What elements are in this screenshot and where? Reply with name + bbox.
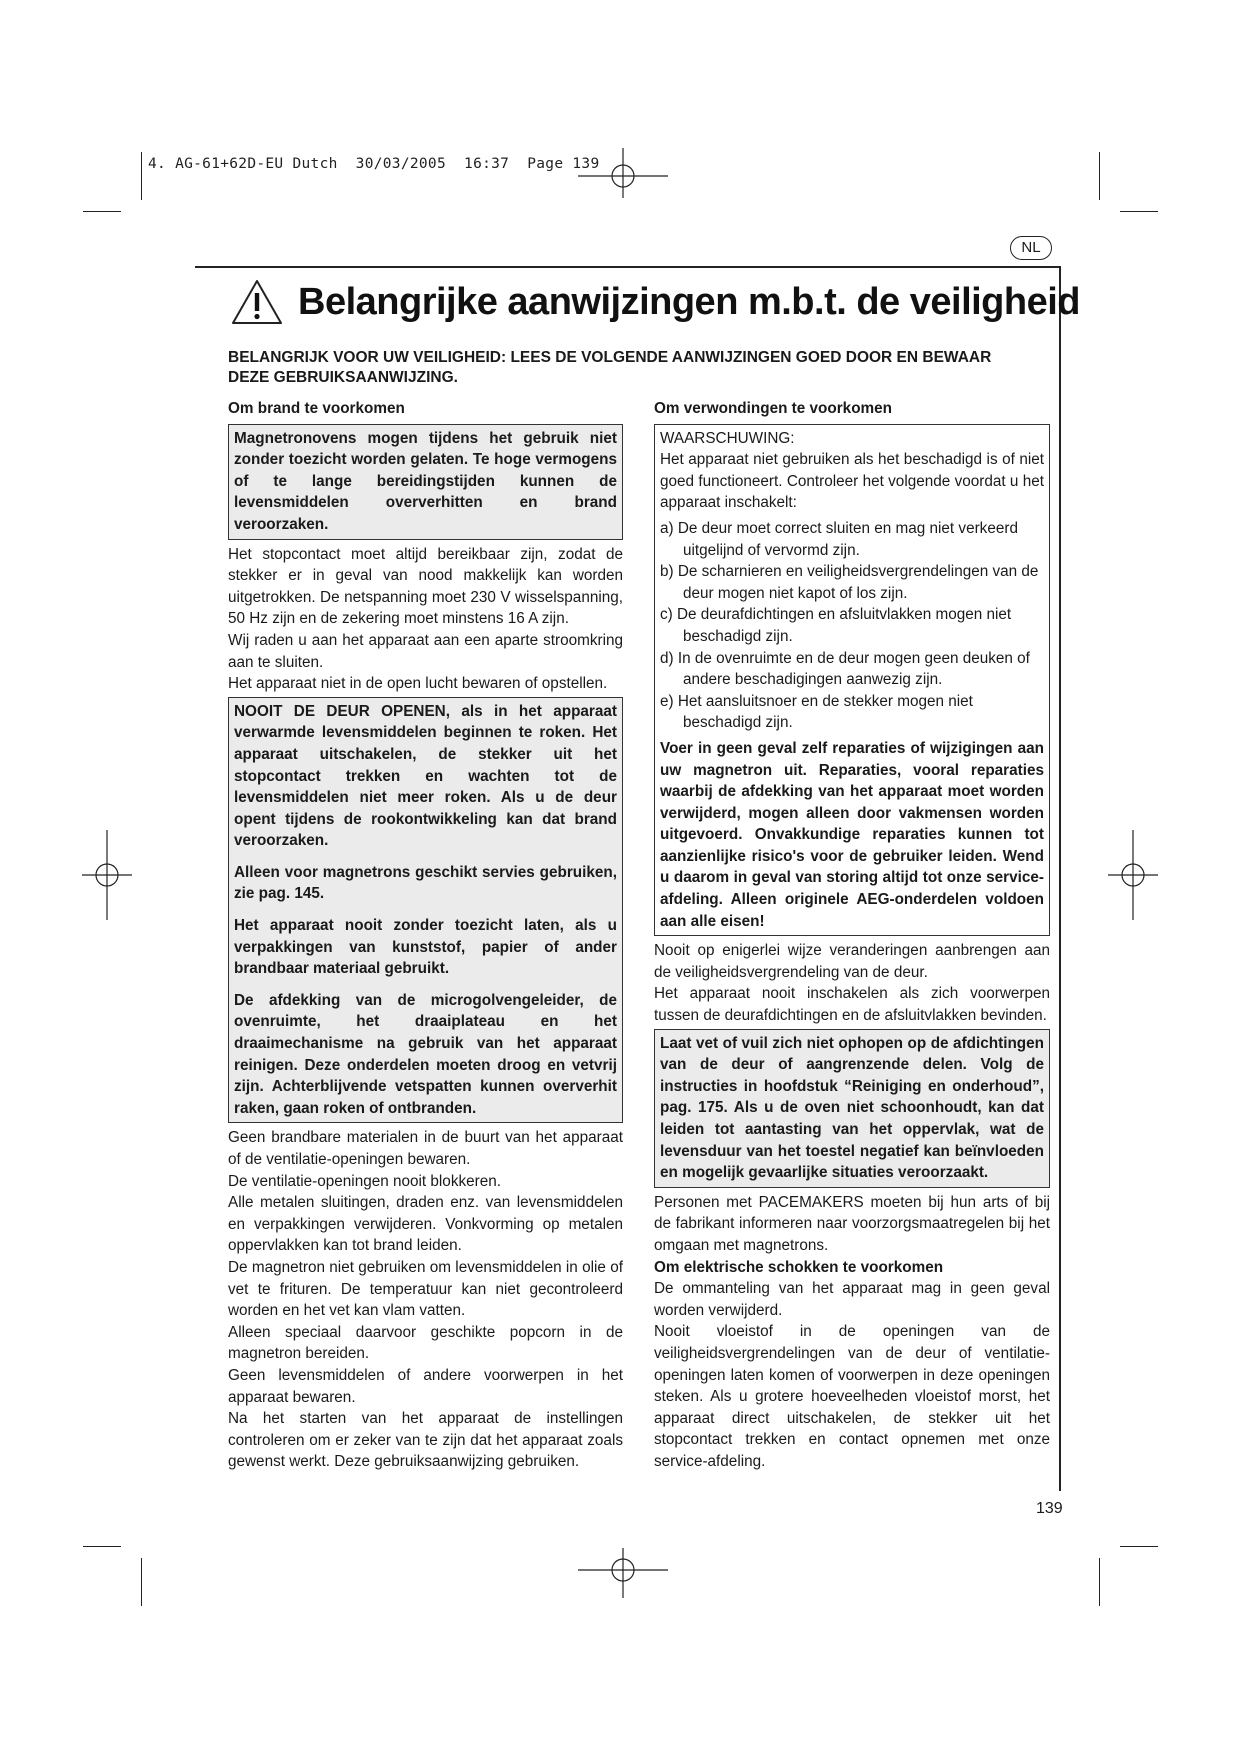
registration-mark-icon [82, 830, 132, 920]
box-text: De afdekking van de microgolvengeleider, de ovenruimte, het draaiplateau en het draaimechanisme na gebruik van het apparaat reinigen. Deze onderdelen moeten droog en vetvrij zijn. Achterblijvende vetspatten kunnen oververhit raken, gaan roken of ontbranden. [234, 991, 617, 1117]
printer-slug: 4. AG-61+62D-EU Dutch 30/03/2005 16:37 Page 139 [148, 156, 600, 172]
right-rule [1059, 266, 1061, 1491]
crop-mark [141, 1558, 142, 1606]
section-heading: Om brand te voorkomen [228, 400, 405, 417]
highlight-box [228, 424, 623, 540]
paragraph: De magnetron niet gebruiken om levensmiddelen in olie of vet te frituren. De temperatuur kan niet gecontroleerd worden en het vet kan vlam vatten. [228, 1258, 623, 1320]
paragraph: Alle metalen sluitingen, draden enz. van levensmiddelen en verpakkingen verwijderen. Vonkvorming op metalen oppervlakken kan tot brand leiden. [228, 1194, 623, 1255]
box-text: Het apparaat niet gebruiken als het beschadigd is of niet goed functioneert. Controleer het volgende voordat u het apparaat inschakelt: [660, 451, 1044, 512]
right-column [654, 398, 1050, 1473]
highlight-box [228, 697, 623, 1124]
left-column [228, 398, 623, 1473]
title-block [230, 278, 1080, 326]
registration-mark-icon [578, 1548, 668, 1598]
list-item: d) In de ovenruimte en de deur mogen geen deuken of andere beschadigingen aanwezig zijn. [660, 649, 1030, 689]
list-item: a) De deur moet correct sluiten en mag niet verkeerd uitgelijnd of vervormd zijn. [660, 519, 1018, 559]
box-rest: als in het apparaat verwarmde levensmiddelen beginnen te roken. Het apparaat uitschakelen, de stekker uit het stopcontact trekken en wachten tot de levensmiddelen niet meer roken. Als u de deur opent tijdens de rookontwikkeling kan dat brand veroorzaken. [234, 702, 617, 850]
list-item: b) De scharnieren en veiligheidsvergrendelingen van de deur mogen niet kapot of los zijn. [660, 563, 1039, 602]
list-item: c) De deurafdichtingen en afsluitvlakken mogen niet beschadigd zijn. [660, 606, 1012, 645]
crop-mark [1099, 1558, 1100, 1606]
crop-mark [83, 211, 121, 212]
paragraph: Personen met PACEMAKERS moeten bij hun arts of bij de fabrikant informeren naar voorzorgsmaatregelen bij het omgaan met magnetrons. [654, 1193, 1050, 1254]
paragraph: Geen levensmiddelen of andere voorwerpen in het apparaat bewaren. [228, 1366, 623, 1406]
header-rule [195, 266, 1060, 268]
section-heading: Om elektrische schokken te voorkomen [654, 1258, 944, 1276]
crop-mark [141, 152, 142, 200]
paragraph: Na het starten van het apparaat de instellingen controleren om er zeker van te zijn dat het apparaat zoals gewenst werkt. Deze gebruiksaanwijzing gebruiken. [228, 1410, 623, 1471]
warning-title: WAARSCHUWING: [660, 429, 795, 447]
paragraph: Het apparaat niet in de open lucht bewaren of opstellen. [228, 675, 608, 693]
warning-box [654, 424, 1050, 937]
paragraph: Alleen speciaal daarvoor geschikte popcorn in de magnetron bereiden. [228, 1323, 623, 1363]
warning-triangle-icon [230, 278, 284, 326]
box-text: Voer in geen geval zelf reparaties of wijzigingen aan uw magnetron uit. Reparaties, vooral reparaties waarbij de afdekking van het apparaat moet worden verwijderd, mogen alleen door vakmensen worden uitgevoerd. Onvakkundige reparaties kunnen tot aanzienlijke risico's voor de gebruiker leiden. Wend u daarom in geval van storing altijd tot onze service-afdeling. Alleen originele AEG-onderdelen voldoen aan alle eisen! [660, 739, 1044, 930]
paragraph: Geen brandbare materialen in de buurt van het apparaat of de ventilatie-openingen bewaren. [228, 1129, 623, 1168]
crop-mark [83, 1546, 121, 1547]
box-text [234, 701, 617, 852]
list-item: e) Het aansluitsnoer en de stekker mogen niet beschadigd zijn. [660, 692, 973, 732]
paragraph: Het stopcontact moet altijd bereikbaar zijn, zodat de stekker er in geval van nood makkelijk kan worden uitgetrokken. De netspanning moet 230 V wisselspanning, 50 Hz zijn en de zekering moet minstens 16 A zijn. [228, 545, 623, 628]
box-text: Laat vet of vuil zich niet ophopen op de afdichtingen van de deur of aangrenzende delen. Volg de instructies in hoofdstuk “Reiniging en onderhoud”, pag. 175. Als u de oven niet schoonhoudt, kan dat leiden tot aantasting van het oppervlak, wat de levensduur van het toestel negatief kan beïnvloeden en mogelijk gevaarlijke situaties veroorzaakt. [660, 1034, 1044, 1182]
paragraph: Nooit op enigerlei wijze veranderingen aanbrengen aan de veiligheidsvergrendeling van de deur. [654, 942, 1050, 981]
paragraph: Nooit vloeistof in de openingen van de veiligheidsvergrendelingen van de deur of ventilatie-openingen laten komen of voorwerpen in deze openingen steken. Als u grotere hoeveelheden vloeistof morst, het apparaat direct uitschakelen, de stekker uit het stopcontact trekken en contact opnemen met onze service-afdeling. [654, 1323, 1050, 1470]
box-text: Magnetronovens mogen tijdens het gebruik niet zonder toezicht worden gelaten. Te hoge vermogens of te lange bereidingstijden kunnen de levensmiddelen oververhitten en brand veroorzaken. [234, 429, 617, 533]
box-lead: NOOIT DE DEUR OPENEN, [234, 702, 450, 720]
paragraph: De ventilatie-openingen nooit blokkeren. [228, 1172, 501, 1190]
paragraph: Het apparaat nooit inschakelen als zich voorwerpen tussen de deurafdichtingen en de afsluitvlakken bevinden. [654, 985, 1050, 1025]
page-title: Belangrijke aanwijzingen m.b.t. de veiligheid [298, 280, 1081, 323]
paragraph: Wij raden u aan het apparaat aan een aparte stroomkring aan te sluiten. [228, 631, 623, 671]
crop-mark [1099, 152, 1100, 200]
paragraph: De ommanteling van het apparaat mag in geen geval worden verwijderd. [654, 1280, 1050, 1319]
intro-warning: BELANGRIJK VOOR UW VEILIGHEID: LEES DE VOLGENDE AANWIJZINGEN GOED DOOR EN BEWAAR DEZE GEBRUIKSAANWIJZING. [228, 349, 992, 386]
box-text: Alleen voor magnetrons geschikt servies gebruiken, zie pag. 145. [234, 863, 617, 903]
box-text: Het apparaat nooit zonder toezicht laten, als u verpakkingen van kunststof, papier of ander brandbaar materiaal gebruikt. [234, 917, 617, 978]
highlight-box [654, 1029, 1050, 1188]
crop-mark [1120, 1546, 1158, 1547]
crop-mark [1120, 211, 1158, 212]
section-heading: Om verwondingen te voorkomen [654, 400, 892, 417]
page-number: 139 [1036, 1500, 1063, 1517]
language-badge: NL [1010, 236, 1052, 260]
registration-mark-icon [578, 148, 668, 198]
registration-mark-icon [1108, 830, 1158, 920]
